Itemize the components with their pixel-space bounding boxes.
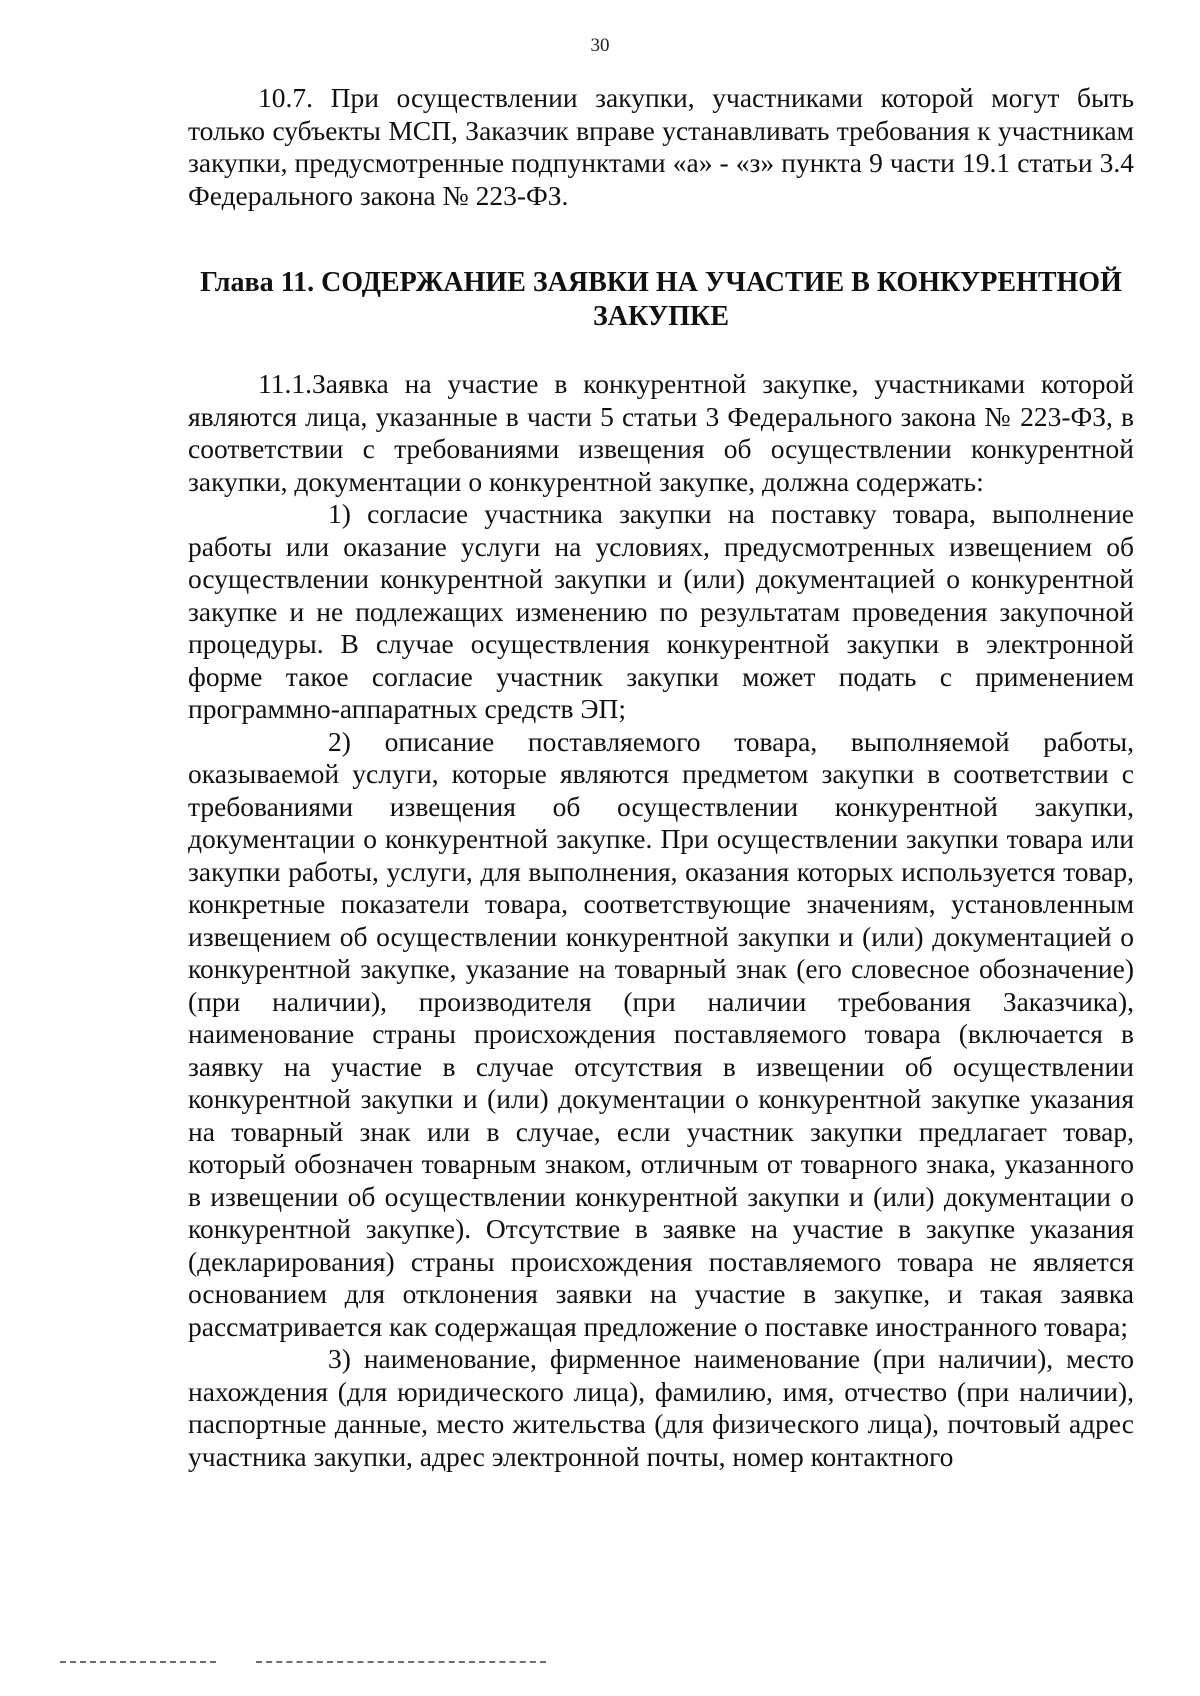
list-item-1 — [188, 498, 1134, 726]
list-item-number: 2) — [328, 725, 351, 757]
paragraph-11-1: 11.1.Заявка на участие в конкурентной закупке, участниками которой являются лица, указанные в части 5 статьи 3 Федерального закона № 223-ФЗ, в соответствии с требованиями извещения об осуществлении конкурентной закупки, документации о конкурентной закупке, должна содержать: — [188, 368, 1134, 497]
footer-rule-segment-left — [60, 1661, 216, 1663]
paragraph-10-7: 10.7. При осуществлении закупки, участниками которой могут быть только субъекты МСП, Заказчик вправе устанавливать требования к участникам закупки, предусмотренные подпунктами «а» - «з» пункта 9 части 19.1 статьи 3.4 Федерального закона № 223-ФЗ. — [188, 82, 1134, 211]
list-item-text: наименование, фирменное наименование (при наличии), место нахождения (для юридического лица), фамилию, имя, отчество (при наличии), паспортные данные, место жительства (для физического лица), почтовый адрес участника закупки, адрес электронной почты, номер контактного — [188, 1343, 1135, 1472]
list-item-2 — [188, 726, 1134, 1344]
list-item-text: описание поставляемого товара, выполняемой работы, оказываемой услуги, которые являются предметом закупки в соответствии с требованиями извещения об осуществлении конкурентной закупки, документации о конкурентной закупке. При осуществлении закупки товара или закупки работы, услуги, для выполнения, оказания которых используется товар, конкретные показатели товара, соответствующие значениям, установленным извещением об осуществлении конкурентной закупки и (или) документацией о конкурентной закупке, указание на товарный знак (его словесное обозначение) (при наличии), производителя (при наличии требования Заказчика), наименование страны происхождения поставляемого товара (включается в заявку на участие в случае отсутствия в извещении об осуществлении конкурентной закупки и (или) документации о конкурентной закупке указания на товарный знак или в случае, если участник закупки предлагает товар, который обозначен товарным знаком, отличным от товарного знака, указанного в извещении об осуществлении конкурентной закупки и (или) документации о конкурентной закупке). Отсутствие в заявке на участие в закупке указания (декларирования) страны происхождения поставляемого товара не является основанием для отклонения заявки на участие в закупке, и такая заявка рассматривается как содержащая предложение о поставке иностранного товара; — [188, 725, 1135, 1342]
list-item-3 — [188, 1343, 1134, 1473]
list-item-number: 3) — [328, 1343, 351, 1374]
page-number: 30 — [590, 35, 610, 56]
footer-scan-rule — [60, 1660, 550, 1664]
footer-rule-segment-right — [256, 1661, 546, 1663]
document-body — [188, 82, 1134, 1473]
chapter-heading-line-2: ЗАКУПКЕ — [592, 301, 730, 332]
chapter-heading-line-1: Глава 11. СОДЕРЖАНИЕ ЗАЯВКИ НА УЧАСТИЕ В КОНКУРЕНТНОЙ — [200, 267, 1122, 298]
list-item-text: согласие участника закупки на поставку товара, выполнение работы или оказание услуги на условиях, предусмотренных извещением об осуществлении конкурентной закупки и (или) документацией о конкурентной закупке и не подлежащих изменению по результатам проведения закупочной процедуры. В случае осуществления конкурентной закупки в электронной форме такое согласие участник закупки может подать с применением программно-аппаратных средств ЭП; — [188, 498, 1134, 724]
list-item-number: 1) — [328, 498, 351, 529]
chapter-heading — [188, 266, 1134, 334]
